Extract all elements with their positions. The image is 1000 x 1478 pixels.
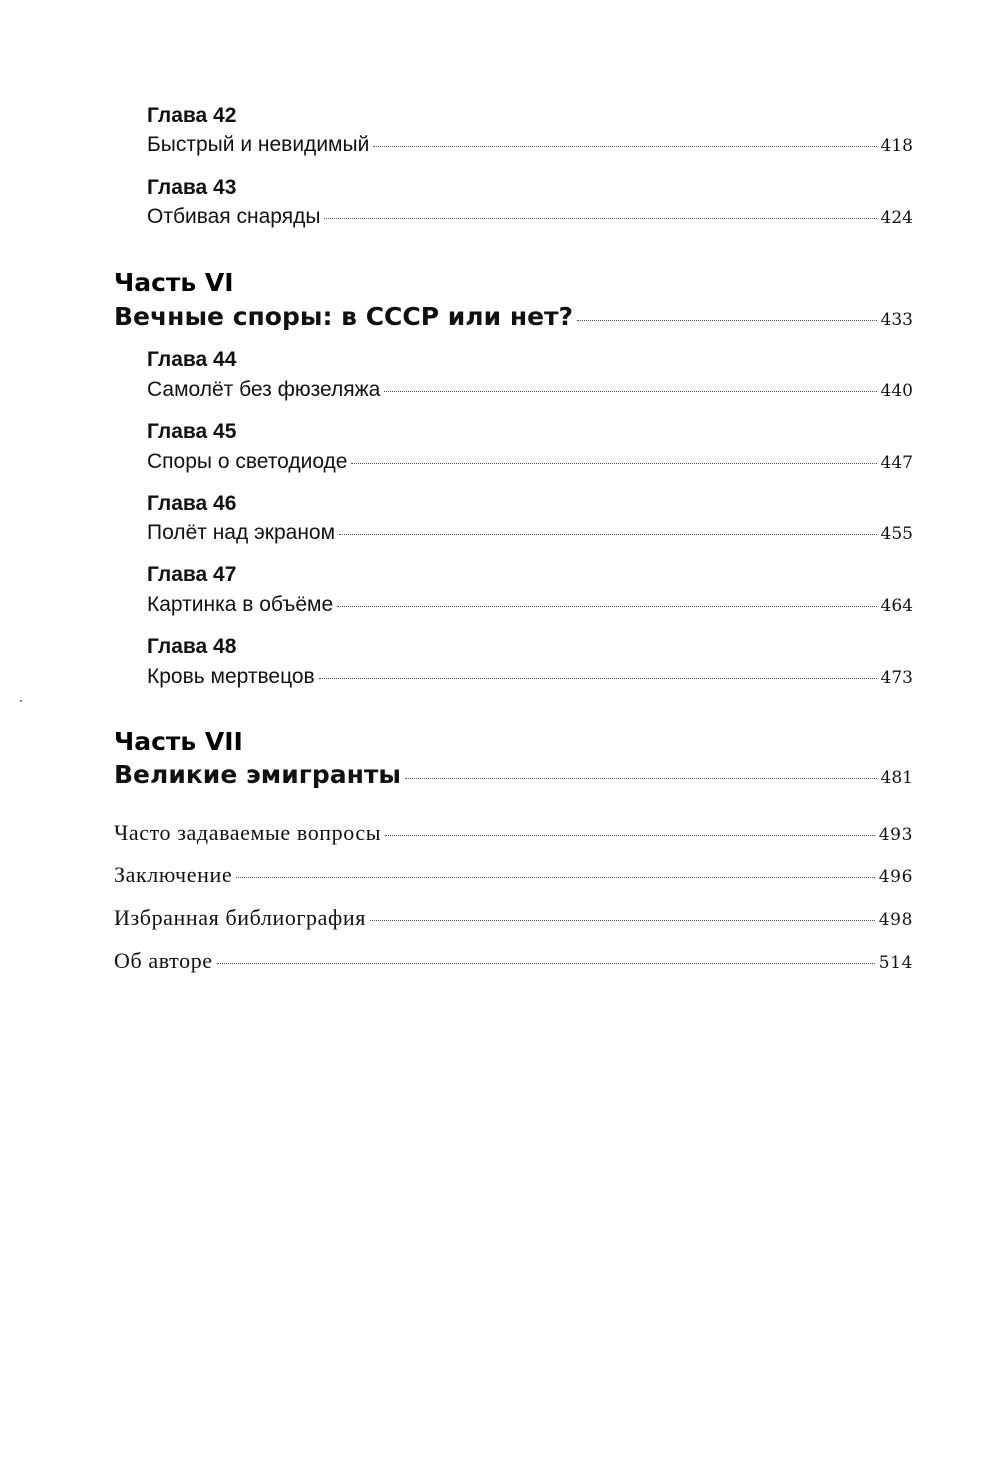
chapter-title: Самолёт без фюзеляжа — [147, 378, 381, 401]
chapter-label: Глава 42 — [147, 104, 237, 127]
toc-entry[interactable] — [147, 593, 913, 618]
page-number: 455 — [880, 524, 913, 544]
chapter-title: Быстрый и невидимый — [147, 133, 370, 156]
toc-entry[interactable] — [147, 378, 913, 403]
chapter-label: Глава 43 — [147, 176, 237, 199]
chapter-label: Глава 46 — [147, 492, 237, 515]
page-number: 447 — [880, 453, 913, 473]
chapter-title: Отбивая снаряды — [147, 205, 321, 228]
part-title: Вечные споры: в СССР или нет? — [114, 302, 574, 331]
back-matter-title: Избранная библиография — [114, 905, 366, 930]
toc-entry[interactable] — [147, 665, 913, 690]
chapter-label: Глава 48 — [147, 635, 237, 658]
dot-leader — [217, 963, 875, 964]
back-matter-title: Об авторе — [114, 948, 213, 973]
toc-entry[interactable] — [147, 521, 913, 546]
page-number: 498 — [878, 910, 913, 930]
toc-part-entry[interactable] — [114, 760, 913, 793]
chapter-title: Картинка в объёме — [147, 593, 334, 616]
part-title: Великие эмигранты — [114, 760, 401, 789]
toc-back-entry[interactable] — [114, 905, 913, 933]
dot-leader — [385, 835, 875, 836]
dot-leader — [577, 320, 877, 321]
toc-back-entry[interactable] — [114, 862, 913, 890]
toc-entry[interactable] — [147, 450, 913, 475]
page-number: 514 — [878, 953, 913, 973]
part-label: Часть VII — [114, 727, 243, 756]
dot-leader — [384, 391, 876, 392]
dot-leader — [339, 534, 877, 535]
back-matter-title: Заключение — [114, 862, 233, 887]
dot-leader — [319, 678, 877, 679]
toc-part-entry[interactable] — [114, 302, 913, 335]
scan-speck — [20, 700, 22, 702]
part-label: Часть VI — [114, 268, 234, 297]
chapter-title: Полёт над экраном — [147, 521, 336, 544]
dot-leader — [370, 920, 875, 921]
page-number: 418 — [880, 136, 913, 156]
page-number: 496 — [878, 867, 913, 887]
dot-leader — [351, 463, 876, 464]
chapter-title: Кровь мертвецов — [147, 665, 315, 688]
dot-leader — [236, 877, 875, 878]
toc-back-entry[interactable] — [114, 820, 913, 848]
dot-leader — [373, 146, 876, 147]
toc-entry[interactable] — [147, 133, 913, 158]
toc-entry[interactable] — [147, 205, 913, 230]
page-number: 433 — [880, 310, 913, 330]
dot-leader — [324, 218, 876, 219]
chapter-label: Глава 47 — [147, 563, 237, 586]
page-number: 473 — [880, 668, 913, 688]
page-number: 440 — [880, 381, 913, 401]
chapter-label: Глава 44 — [147, 348, 237, 371]
toc-back-entry[interactable] — [114, 948, 913, 976]
page-number: 424 — [880, 208, 913, 228]
page-number: 464 — [880, 596, 913, 616]
chapter-title: Споры о светодиоде — [147, 450, 348, 473]
back-matter-title: Часто задаваемые вопросы — [114, 820, 382, 845]
page-number: 493 — [878, 825, 913, 845]
dot-leader — [405, 778, 877, 779]
page-number: 481 — [880, 768, 913, 788]
dot-leader — [337, 606, 876, 607]
chapter-label: Глава 45 — [147, 420, 237, 443]
